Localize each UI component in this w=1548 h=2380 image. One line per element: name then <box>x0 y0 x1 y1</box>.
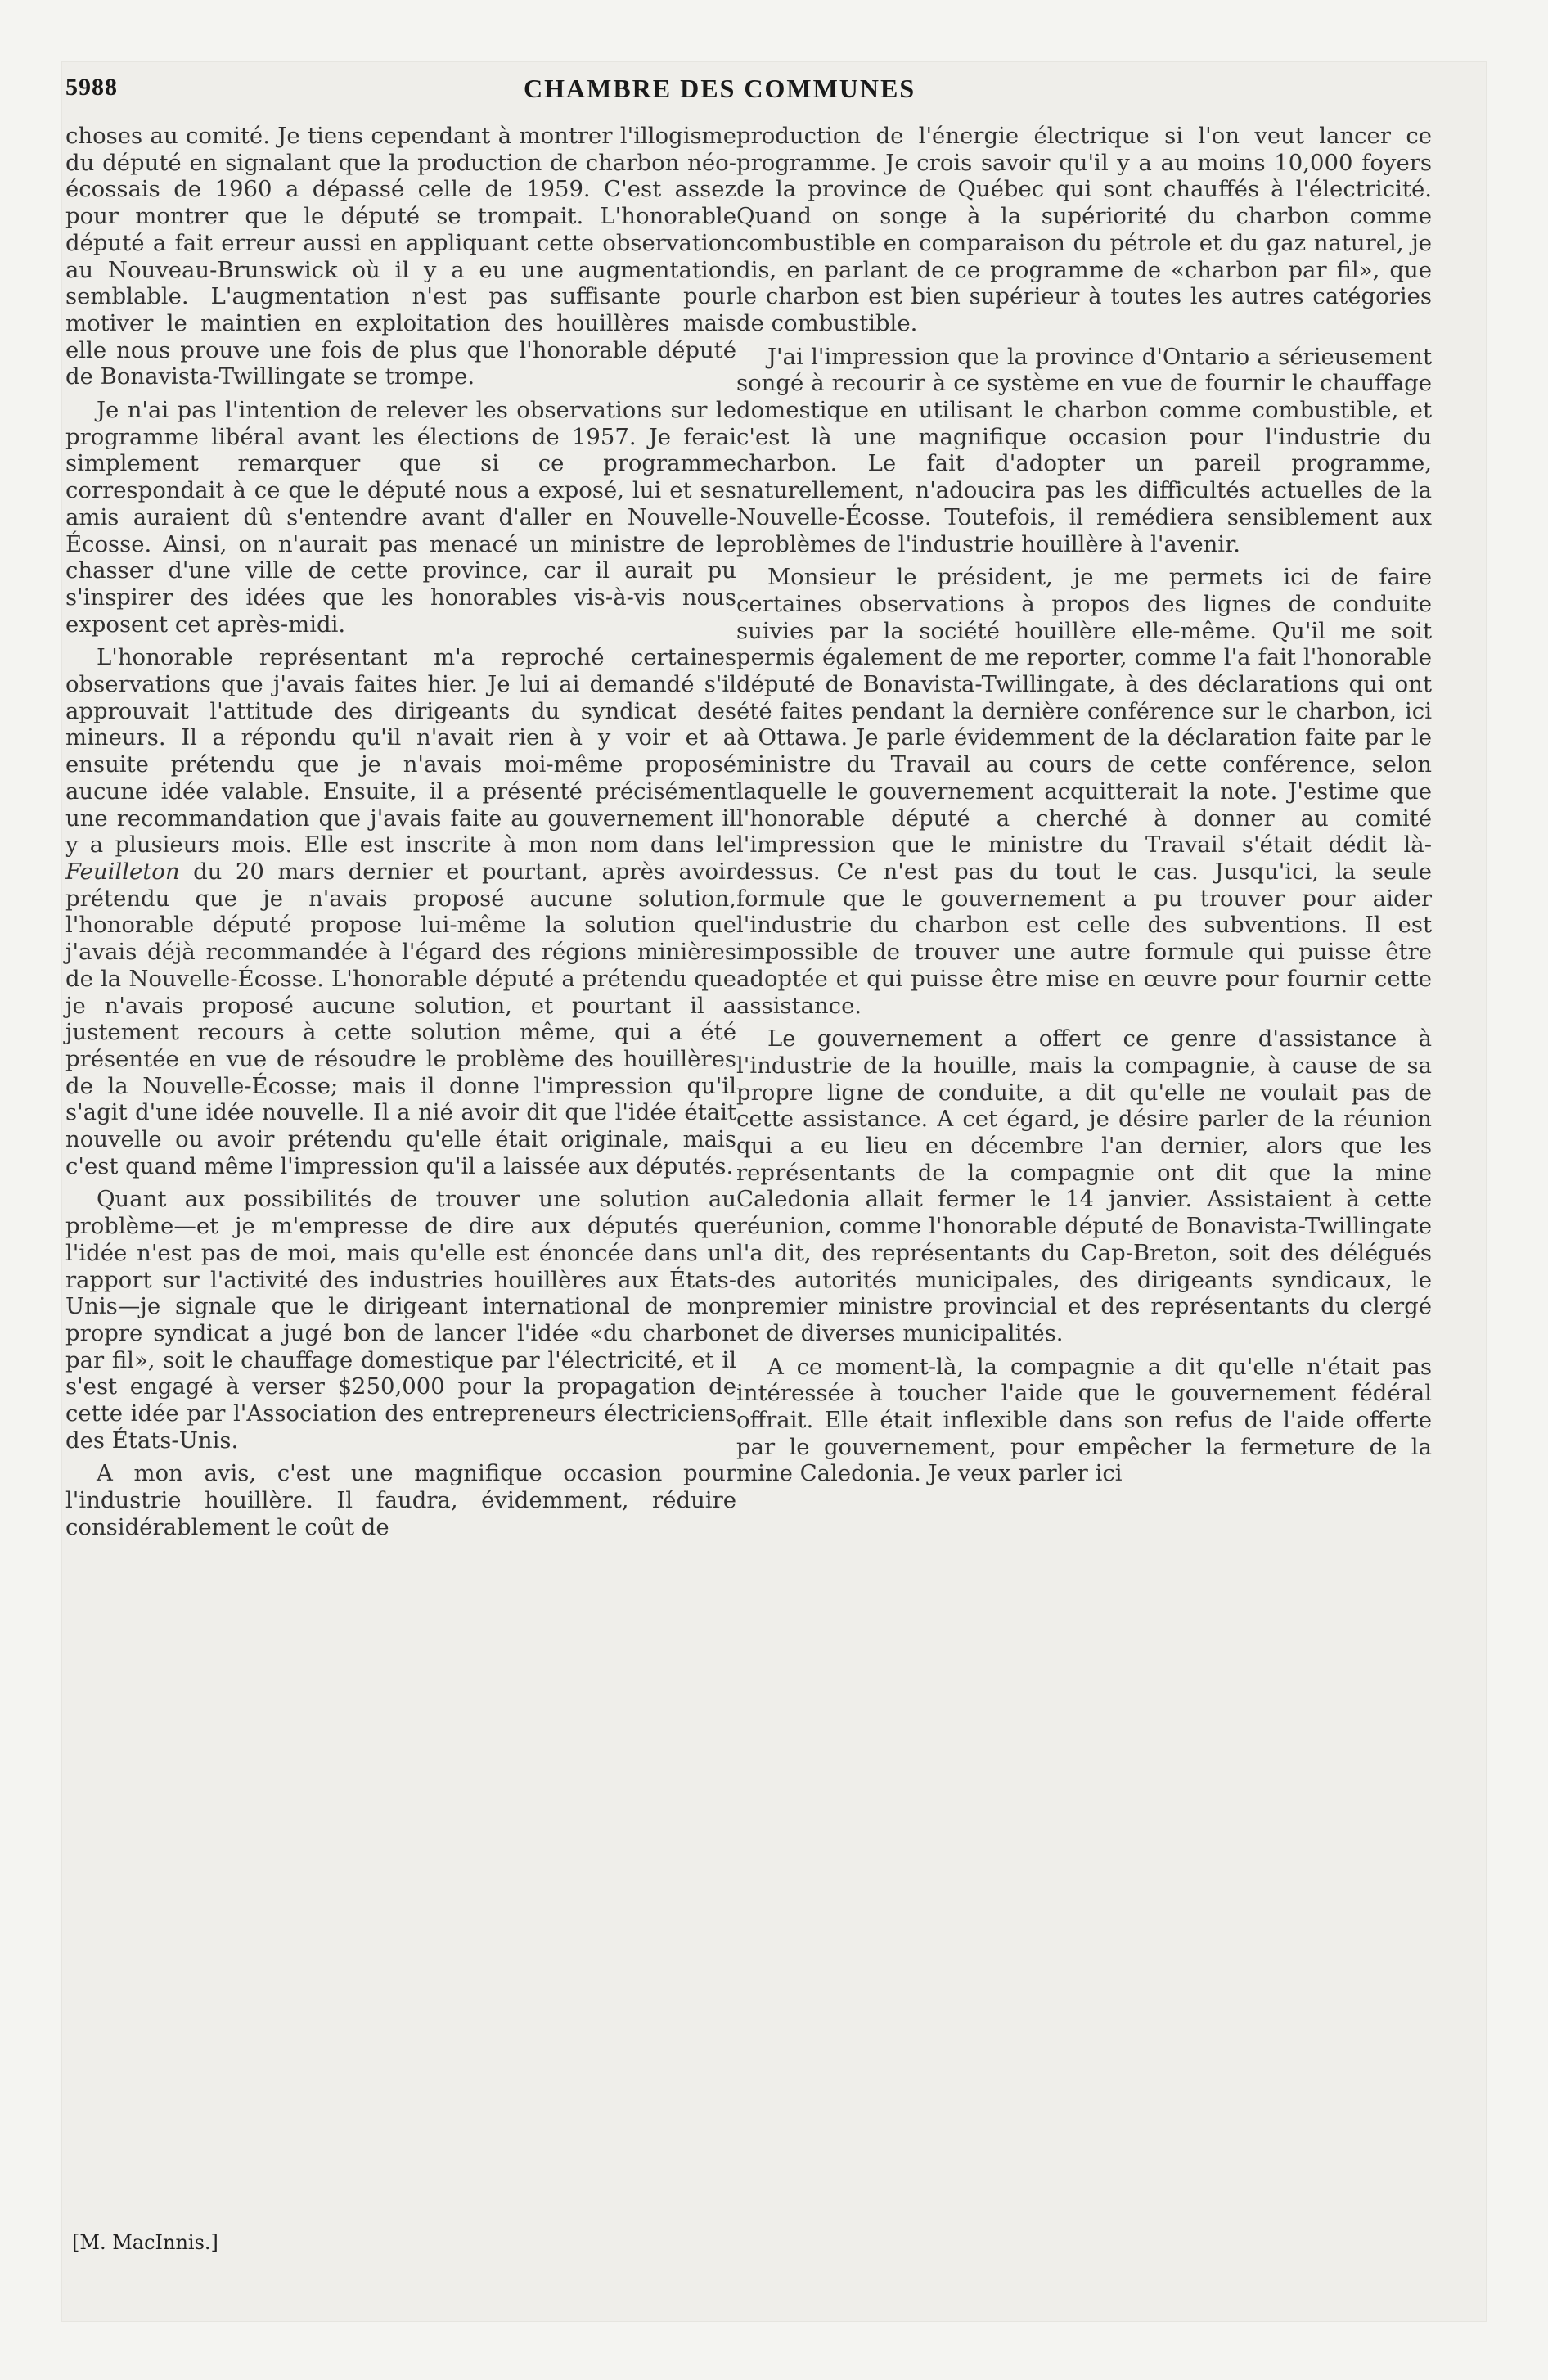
feuilleton-italic: Feuilleton <box>65 858 180 885</box>
right-column <box>736 123 1432 1490</box>
left-paragraph-1: choses au comité. Je tiens cependant à montrer l'illogisme du député en signalant que la production de charbon néo-écossais de 1960 a dépassé celle de 1959. C'est assez pour montrer que le député se trompait. L'honorable député a fait erreur aussi en appliquant cette observation au Nouveau-Brunswick où il y a eu une augmentation semblable. L'augmentation n'est pas suffisante pour motiver le maintien en exploitation des houillères mais elle nous prouve une fois de plus que l'honorable député de Bonavista-Twillingate se trompe. <box>65 123 736 390</box>
left-column <box>65 123 736 1544</box>
right-paragraph-3: Monsieur le président, je me permets ici de faire certaines observations à propos des lignes de conduite suivies par la société houillère elle-même. Qu'il me soit permis également de me reporter, comme l'a fait l'honorable député de Bonavista-Twillingate, à des déclarations qui ont été faites pendant la dernière conférence sur le charbon, ici à Ottawa. Je parle évidemment de la déclaration faite par le ministre du Travail au cours de cette conférence, selon laquelle le gouvernement acquitterait la note. J'estime que l'honorable député a cherché à donner au comité l'impression que le ministre du Travail s'était dédit là-dessus. Ce n'est pas du tout le cas. Jusqu'ici, la seule formule que le gouvernement a pu trouver pour aider l'industrie du charbon est celle des subventions. Il est impossible de trouver une autre formule qui puisse être adoptée et qui puisse être mise en œuvre pour fournir cette assistance. <box>736 564 1432 1019</box>
left-paragraph-3-part-b: du 20 mars dernier et pourtant, après avoir prétendu que je n'avais proposé aucune solution, l'honorable député propose lui-même la solution que j'avais déjà recommandée à l'égard des régions minières de la Nouvelle-Écosse. L'honorable député a prétendu que je n'avais proposé aucune solution, et pourtant il a justement recours à cette solution même, qui a été présentée en vue de résoudre le problème des houillères de la Nouvelle-Écosse; mais il donne l'impression qu'il s'agit d'une idée nouvelle. Il a nié avoir dit que l'idée était nouvelle ou avoir prétendu qu'elle était originale, mais c'est quand même l'impression qu'il a laissée aux députés. <box>65 858 736 1179</box>
left-paragraph-5: A mon avis, c'est une magnifique occasion pour l'industrie houillère. Il faudra, évidemment, réduire considérablement le coût de <box>65 1460 736 1540</box>
left-paragraph-3-part-a: L'honorable représentant m'a reproché certaines observations que j'avais faites hier. Je lui ai demandé s'il approuvait l'attitude des dirigeants du syndicat des mineurs. Il a répondu qu'il n'avait rien à y voir et a ensuite prétendu que je n'avais moi-même proposé aucune idée valable. Ensuite, il a présenté précisément une recommandation que j'avais faite au gouvernement il y a plusieurs mois. Elle est inscrite à mon nom dans le <box>65 644 736 859</box>
left-paragraph-2: Je n'ai pas l'intention de relever les observations sur le programme libéral avant les élections de 1957. Je ferai simplement remarquer que si ce programme correspondait à ce que le député nous a exposé, lui et ses amis auraient dû s'entendre avant d'aller en Nouvelle-Écosse. Ainsi, on n'aurait pas menacé un ministre de le chasser d'une ville de cette province, car il aurait pu s'inspirer des idées que les honorables vis-à-vis nous exposent cet après-midi. <box>65 397 736 638</box>
page-number: 5988 <box>65 74 118 101</box>
left-paragraph-3 <box>65 644 736 1179</box>
right-paragraph-5: A ce moment-là, la compagnie a dit qu'elle n'était pas intéressée à toucher l'aide que le gouvernement fédéral offrait. Elle était inflexible dans son refus de l'aide offerte par le gouvernement, pour empêcher la fermeture de la mine Caledonia. Je veux parler ici <box>736 1353 1432 1487</box>
left-paragraph-4: Quant aux possibilités de trouver une solution au problème—et je m'empresse de dire aux députés que l'idée n'est pas de moi, mais qu'elle est énoncée dans un rapport sur l'activité des industries houillères aux États-Unis—je signale que le dirigeant international de mon propre syndicat a jugé bon de lancer l'idée «du charbon par fil», soit le chauffage domestique par l'électricité, et il s'est engagé à verser $250,000 pour la propagation de cette idée par l'Association des entrepreneurs électriciens des États-Unis. <box>65 1186 736 1454</box>
right-paragraph-1: production de l'énergie électrique si l'on veut lancer ce programme. Je crois savoir qu'il y a au moins 10,000 foyers de la province de Québec qui sont chauffés à l'électricité. Quand on songe à la supériorité du charbon comme combustible en comparaison du pétrole et du gaz naturel, je dis, en parlant de ce programme de «charbon par fil», que le charbon est bien supérieur à toutes les autres catégories de combustible. <box>736 123 1432 336</box>
right-paragraph-4: Le gouvernement a offert ce genre d'assistance à l'industrie de la houille, mais la compagnie, à cause de sa propre ligne de conduite, a dit qu'elle ne voulait pas de cette assistance. A cet égard, je désire parler de la réunion qui a eu lieu en décembre l'an dernier, alors que les représentants de la compagnie ont dit que la mine Caledonia allait fermer le 14 janvier. Assistaient à cette réunion, comme l'honorable député de Bonavista-Twillingate l'a dit, des représentants du Cap-Breton, soit des délégués des autorités municipales, des dirigeants syndicaux, le premier ministre provincial et des représentants du clergé et de diverses municipalités. <box>736 1025 1432 1346</box>
right-paragraph-2: J'ai l'impression que la province d'Ontario a sérieusement songé à recourir à ce système en vue de fournir le chauffage domestique en utilisant le charbon comme combustible, et c'est là une magnifique occasion pour l'industrie du charbon. Le fait d'adopter un pareil programme, naturellement, n'adoucira pas les difficultés actuelles de la Nouvelle-Écosse. Toutefois, il remédiera sensiblement aux problèmes de l'industrie houillère à l'avenir. <box>736 343 1432 557</box>
running-head-title: CHAMBRE DES COMMUNES <box>524 74 916 103</box>
speaker-attribution: [M. MacInnis.] <box>72 2231 218 2254</box>
